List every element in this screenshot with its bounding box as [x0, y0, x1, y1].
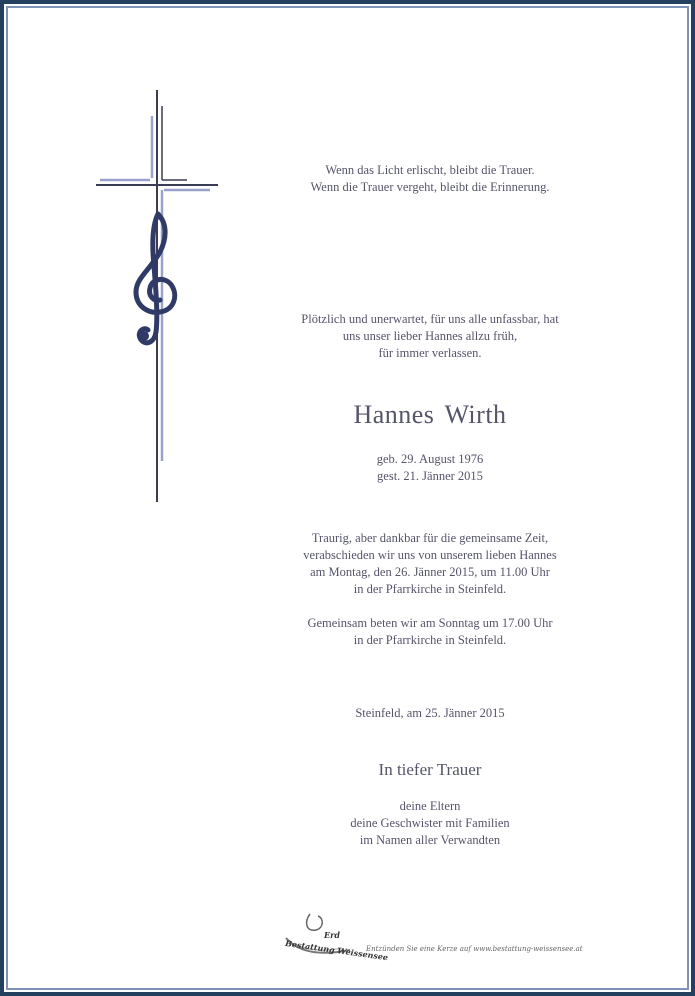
death-date: gest. 21. Jänner 2015: [377, 469, 483, 483]
place-date: [250, 705, 610, 722]
place-date-line: Steinfeld, am 25. Jänner 2015: [355, 706, 505, 720]
mourners-line-3: im Namen aller Verwandten: [359, 833, 501, 847]
funeral-line-1: Traurig, aber dankbar für die gemeinsame Zeit,: [311, 531, 549, 545]
logo-main-text: Bestattung Weissensee: [284, 938, 389, 963]
logo-small-text: Erd: [324, 930, 340, 940]
last-name: Wirth: [444, 400, 507, 429]
first-name: Hannes: [353, 400, 435, 429]
announcement: [250, 311, 610, 362]
deceased-name: [250, 400, 610, 430]
funeral-line-2: verabschieden wir uns von unserem lieben Hannes: [303, 548, 557, 562]
quote-line-1: Wenn das Licht erlischt, bleibt die Trauer.: [325, 163, 535, 177]
birth-date: geb. 29. August 1976: [376, 452, 484, 466]
bestattung-logo[interactable]: [280, 908, 389, 964]
mourners-line-1: deine Eltern: [399, 799, 461, 813]
footer: [280, 908, 610, 968]
mourning-heading: In tiefer Trauer: [378, 760, 482, 779]
funeral-line-4: in der Pfarrkirche in Steinfeld.: [353, 582, 507, 596]
quote-line-2: Wenn die Trauer vergeht, bleibt die Erinnerung.: [310, 180, 550, 194]
funeral-line-3: am Montag, den 26. Jänner 2015, um 11.00 Uhr: [310, 565, 550, 579]
prayer-line-2: in der Pfarrkirche in Steinfeld.: [353, 633, 507, 647]
quote: [250, 162, 610, 196]
treble-clef-icon: [136, 214, 175, 343]
prayer-line-1: Gemeinsam beten wir am Sonntag um 17.00 Uhr: [307, 616, 553, 630]
mourners-line-2: deine Geschwister mit Familien: [350, 816, 510, 830]
mourners: [250, 798, 610, 849]
announcement-line-3: für immer verlassen.: [378, 346, 482, 360]
funeral-details: [250, 530, 610, 598]
announcement-line-1: Plötzlich und unerwartet, für uns alle unfassbar, hat: [301, 312, 559, 326]
prayer-details: [250, 615, 610, 649]
treble-clef-dot: [139, 331, 149, 341]
candle-link[interactable]: Entzünden Sie eine Kerze auf www.bestattung-weissensee.at: [366, 945, 583, 953]
announcement-line-2: uns unser lieber Hannes allzu früh,: [342, 329, 518, 343]
cross-with-treble-clef-icon: [92, 86, 222, 506]
life-dates: [250, 451, 610, 485]
